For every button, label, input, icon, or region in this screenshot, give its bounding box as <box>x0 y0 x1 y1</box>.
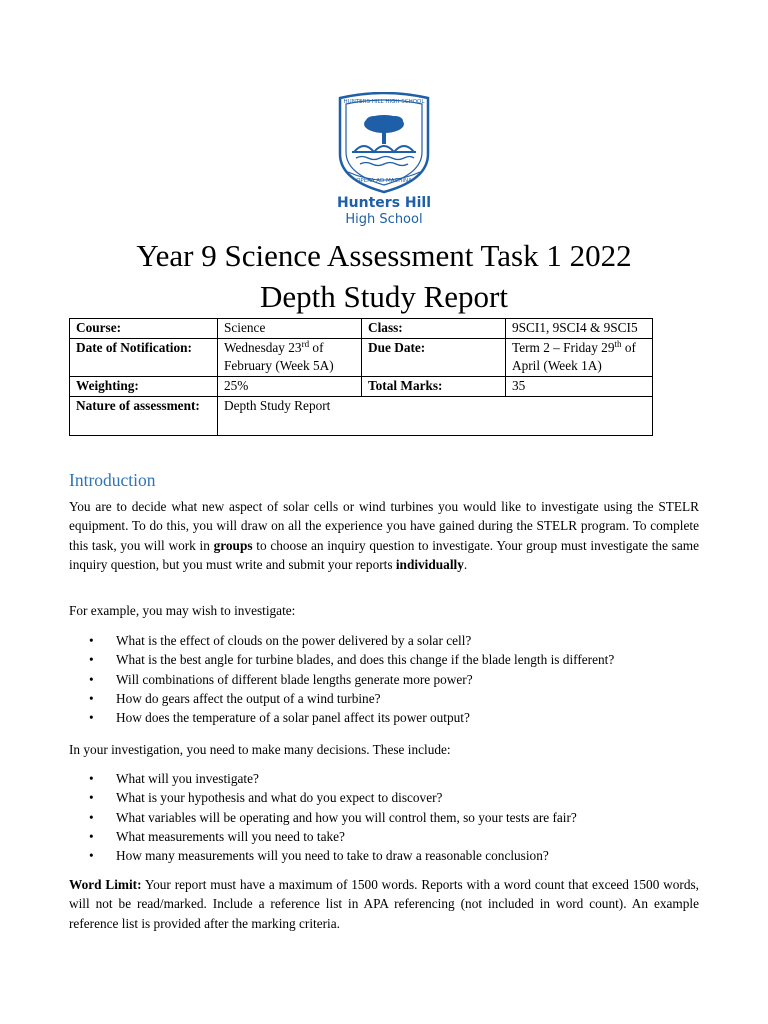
nature-value: Depth Study Report <box>218 397 653 436</box>
nature-label: Nature of assessment: <box>70 397 218 436</box>
example-questions-list <box>69 631 729 727</box>
list-item: • What is the effect of clouds on the power delivered by a solar cell? <box>69 631 729 650</box>
word-limit-text: Your report must have a maximum of 1500 words. Reports with a word count that exceed 1500 words, will not be read/marked. Include a reference list in APA referencing (not included in word count). An example reference list is provided after the marking criteria. <box>69 877 699 931</box>
due-date-value-rest: of April (Week 1A) <box>512 340 636 373</box>
due-date-label: Due Date: <box>362 339 506 377</box>
logo-name-line2: High School <box>345 212 423 227</box>
notification-value <box>218 339 362 377</box>
list-item: • What is the best angle for turbine blades, and does this change if the blade length is different? <box>69 650 729 669</box>
intro-emphasis-individually: individually <box>395 556 464 572</box>
school-logo <box>334 92 434 227</box>
class-label: Class: <box>362 319 506 339</box>
word-limit-paragraph <box>69 875 699 933</box>
intro-text-2: to choose an inquiry question to investigate. Your group must investigate the same inquiry question, but you must write and submit your reports <box>69 537 700 572</box>
weighting-value: 25% <box>218 377 362 397</box>
decisions-list <box>69 769 729 865</box>
logo-name-line1: Hunters Hill <box>336 195 432 211</box>
due-date-value-text: Term 2 – Friday 29 <box>512 340 615 355</box>
list-item: • What measurements will you need to take? <box>69 827 729 846</box>
notification-value-rest: of February (Week 5A) <box>224 340 334 373</box>
due-date-value-suffix: th <box>614 339 622 349</box>
weighting-label: Weighting: <box>70 377 218 397</box>
introduction-paragraph <box>69 497 699 574</box>
course-value: Science <box>218 319 362 339</box>
document-subtitle: Depth Study Report <box>260 279 508 314</box>
assessment-info-table <box>69 318 653 436</box>
intro-text-1: You are to decide what new aspect of solar cells or wind turbines you would like to investigate using the STELR equipment. To do this, you will draw on all the experience you have gained during the STELR program. To complete this task, you will work in <box>69 499 699 553</box>
table-row <box>70 377 653 397</box>
logo-motto: OPERA AD MACHINA <box>356 178 412 184</box>
list-item: • How does the temperature of a solar panel affect its power output? <box>69 708 729 727</box>
list-item: • What variables will be operating and how you will control them, so your tests are fair? <box>69 808 729 827</box>
table-row <box>70 319 653 339</box>
decisions-intro: In your investigation, you need to make many decisions. These include: <box>69 742 451 757</box>
list-item: • How do gears affect the output of a wind turbine? <box>69 689 729 708</box>
due-date-value <box>506 339 653 377</box>
table-row <box>70 339 653 377</box>
list-item: • How many measurements will you need to take to draw a reasonable conclusion? <box>69 846 729 865</box>
course-label: Course: <box>70 319 218 339</box>
total-marks-value: 35 <box>506 377 653 397</box>
logo-ring-text: HUNTERS HILL HIGH SCHOOL <box>343 99 425 105</box>
table-row <box>70 397 653 436</box>
list-item: • What is your hypothesis and what do you expect to discover? <box>69 788 729 807</box>
intro-text-3: . <box>463 556 468 572</box>
document-title: Year 9 Science Assessment Task 1 2022 <box>136 238 632 273</box>
list-item: • What will you investigate? <box>69 769 729 788</box>
notification-label: Date of Notification: <box>70 339 218 377</box>
introduction-heading: Introduction <box>69 470 156 490</box>
intro-emphasis-groups: groups <box>213 537 253 553</box>
notification-value-text: Wednesday 23 <box>224 340 302 355</box>
list-item: • Will combinations of different blade lengths generate more power? <box>69 670 729 689</box>
notification-value-suffix: rd <box>301 339 310 349</box>
total-marks-label: Total Marks: <box>362 377 506 397</box>
word-limit-label: Word Limit: <box>69 877 142 892</box>
class-value: 9SCI1, 9SCI4 & 9SCI5 <box>506 319 653 339</box>
example-intro: For example, you may wish to investigate: <box>69 603 296 618</box>
